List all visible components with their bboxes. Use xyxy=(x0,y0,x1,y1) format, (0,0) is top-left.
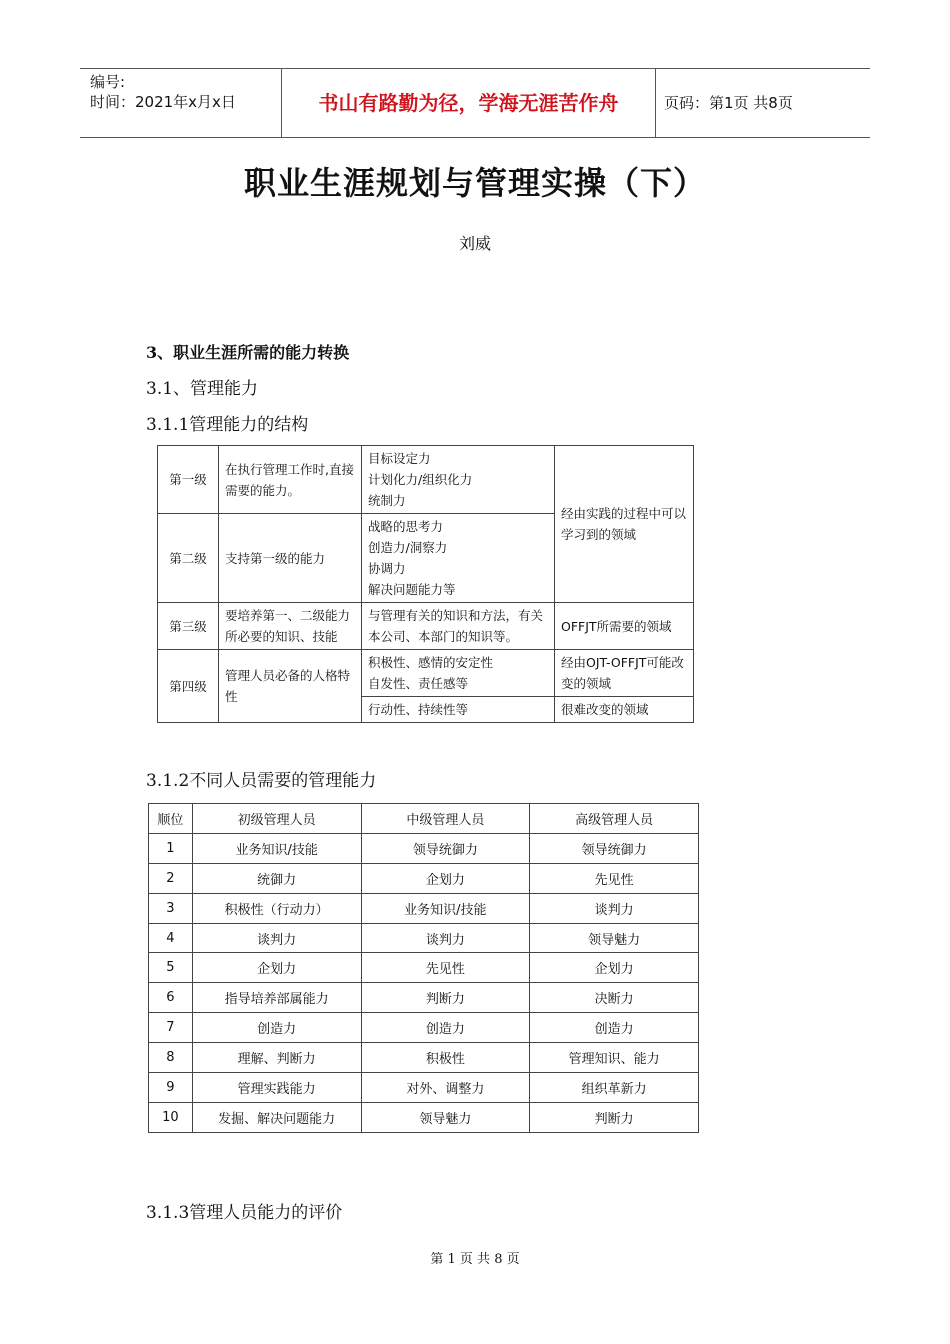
rank-cell: 4 xyxy=(149,923,193,953)
table-cell: 业务知识/技能 xyxy=(192,833,361,863)
table-row xyxy=(149,953,699,983)
table-row xyxy=(149,1043,699,1073)
rank-cell: 8 xyxy=(149,1043,193,1073)
table-cell: 决断力 xyxy=(530,983,699,1013)
domain-cell: 经由OJT-OFFJT可能改变的领域 xyxy=(555,650,694,697)
table-cell: 判断力 xyxy=(530,1102,699,1132)
header-cell: 中级管理人员 xyxy=(361,804,530,834)
ability-item: 协调力 xyxy=(368,561,406,576)
table-cell: 谈判力 xyxy=(361,923,530,953)
table-cell: 谈判力 xyxy=(192,923,361,953)
table-row xyxy=(149,893,699,923)
table-row xyxy=(149,923,699,953)
level-cell: 第一级 xyxy=(158,446,219,514)
section-heading-3: 3、职业生涯所需的能力转换 xyxy=(146,343,350,362)
time-label: 时间：2021年x月x日 xyxy=(90,93,236,111)
document-title: 职业生涯规划与管理实操（下） xyxy=(243,164,706,202)
table-row xyxy=(149,1073,699,1103)
desc-cell: 要培养第一、二级能力所必要的知识、技能 xyxy=(219,603,362,650)
ability-ranking-table xyxy=(148,803,699,1133)
table-cell: 指导培养部属能力 xyxy=(192,983,361,1013)
ability-item: 战略的思考力 xyxy=(368,519,444,534)
table-cell: 企划力 xyxy=(530,953,699,983)
rank-cell: 2 xyxy=(149,863,193,893)
section-heading-3-1-3: 3.1.3管理人员能力的评价 xyxy=(146,1203,343,1223)
table-cell: 管理知识、能力 xyxy=(530,1043,699,1073)
header-page-label: 页码：第1页 共8页 xyxy=(664,94,793,112)
section-heading-3-1: 3.1、管理能力 xyxy=(146,379,259,399)
domain-cell: 经由实践的过程中可以学习到的领域 xyxy=(555,446,694,603)
table-cell: 创造力 xyxy=(530,1013,699,1043)
ability-item: 目标设定力 xyxy=(368,451,431,466)
table-cell: 先见性 xyxy=(361,953,530,983)
document-header xyxy=(80,68,870,138)
desc-cell: 在执行管理工作时,直接需要的能力。 xyxy=(219,446,362,514)
table-cell: 积极性（行动力） xyxy=(192,893,361,923)
ability-item: 解决问题能力等 xyxy=(368,582,456,597)
table-cell: 企划力 xyxy=(361,863,530,893)
desc-cell: 管理人员必备的人格特性 xyxy=(219,650,362,723)
table-row xyxy=(149,863,699,893)
level-cell: 第四级 xyxy=(158,650,219,723)
table-cell: 判断力 xyxy=(361,983,530,1013)
table-row xyxy=(149,833,699,863)
table-cell: 业务知识/技能 xyxy=(361,893,530,923)
level-cell: 第三级 xyxy=(158,603,219,650)
section-heading-3-1-2: 3.1.2不同人员需要的管理能力 xyxy=(146,771,377,791)
table-cell: 对外、调整力 xyxy=(361,1073,530,1103)
ability-item: 统制力 xyxy=(368,493,406,508)
abilities-cell: 与管理有关的知识和方法，有关本公司、本部门的知识等。 xyxy=(362,603,555,650)
table-cell: 发掘、解决问题能力 xyxy=(192,1102,361,1132)
header-meta xyxy=(80,69,282,137)
ability-item: 积极性、感情的安定性 xyxy=(368,655,494,670)
table-row xyxy=(158,603,694,650)
domain-cell: OFFJT所需要的领域 xyxy=(555,603,694,650)
abilities-cell xyxy=(362,514,555,603)
domain-cell: 很难改变的领域 xyxy=(555,697,694,723)
table-row xyxy=(158,446,694,514)
number-label: 编号: xyxy=(90,73,126,91)
table-cell: 领导统御力 xyxy=(361,833,530,863)
table-cell: 统御力 xyxy=(192,863,361,893)
section-heading-3-1-1: 3.1.1管理能力的结构 xyxy=(146,415,309,435)
rank-cell: 10 xyxy=(149,1102,193,1132)
ability-item: 创造力/洞察力 xyxy=(368,540,448,555)
header-cell: 顺位 xyxy=(149,804,193,834)
header-cell: 高级管理人员 xyxy=(530,804,699,834)
ability-item: 计划化力/组织化力 xyxy=(368,472,473,487)
document-author: 刘威 xyxy=(458,234,491,253)
table-header-row xyxy=(149,804,699,834)
table-row xyxy=(149,1013,699,1043)
abilities-cell: 行动性、持续性等 xyxy=(362,697,555,723)
ability-item: 自发性、责任感等 xyxy=(368,676,469,691)
table-cell: 领导魅力 xyxy=(530,923,699,953)
table-cell: 积极性 xyxy=(361,1043,530,1073)
abilities-cell xyxy=(362,650,555,697)
table-row xyxy=(158,650,694,697)
table-cell: 组织革新力 xyxy=(530,1073,699,1103)
table-cell: 先见性 xyxy=(530,863,699,893)
rank-cell: 3 xyxy=(149,893,193,923)
ability-structure-table xyxy=(157,445,694,723)
rank-cell: 7 xyxy=(149,1013,193,1043)
rank-cell: 9 xyxy=(149,1073,193,1103)
table-cell: 领导魅力 xyxy=(361,1102,530,1132)
level-cell: 第二级 xyxy=(158,514,219,603)
table-cell: 谈判力 xyxy=(530,893,699,923)
table-cell: 企划力 xyxy=(192,953,361,983)
header-motto: 书山有路勤为径，学海无涯苦作舟 xyxy=(282,69,656,137)
desc-cell: 支持第一级的能力 xyxy=(219,514,362,603)
table-cell: 管理实践能力 xyxy=(192,1073,361,1103)
page-footer: 第 1 页 共 8 页 xyxy=(430,1252,520,1267)
abilities-cell xyxy=(362,446,555,514)
header-cell: 初级管理人员 xyxy=(192,804,361,834)
rank-cell: 6 xyxy=(149,983,193,1013)
table-cell: 创造力 xyxy=(361,1013,530,1043)
rank-cell: 5 xyxy=(149,953,193,983)
table-cell: 领导统御力 xyxy=(530,833,699,863)
table-cell: 创造力 xyxy=(192,1013,361,1043)
rank-cell: 1 xyxy=(149,833,193,863)
table-row xyxy=(149,1102,699,1132)
table-row xyxy=(149,983,699,1013)
table-cell: 理解、判断力 xyxy=(192,1043,361,1073)
